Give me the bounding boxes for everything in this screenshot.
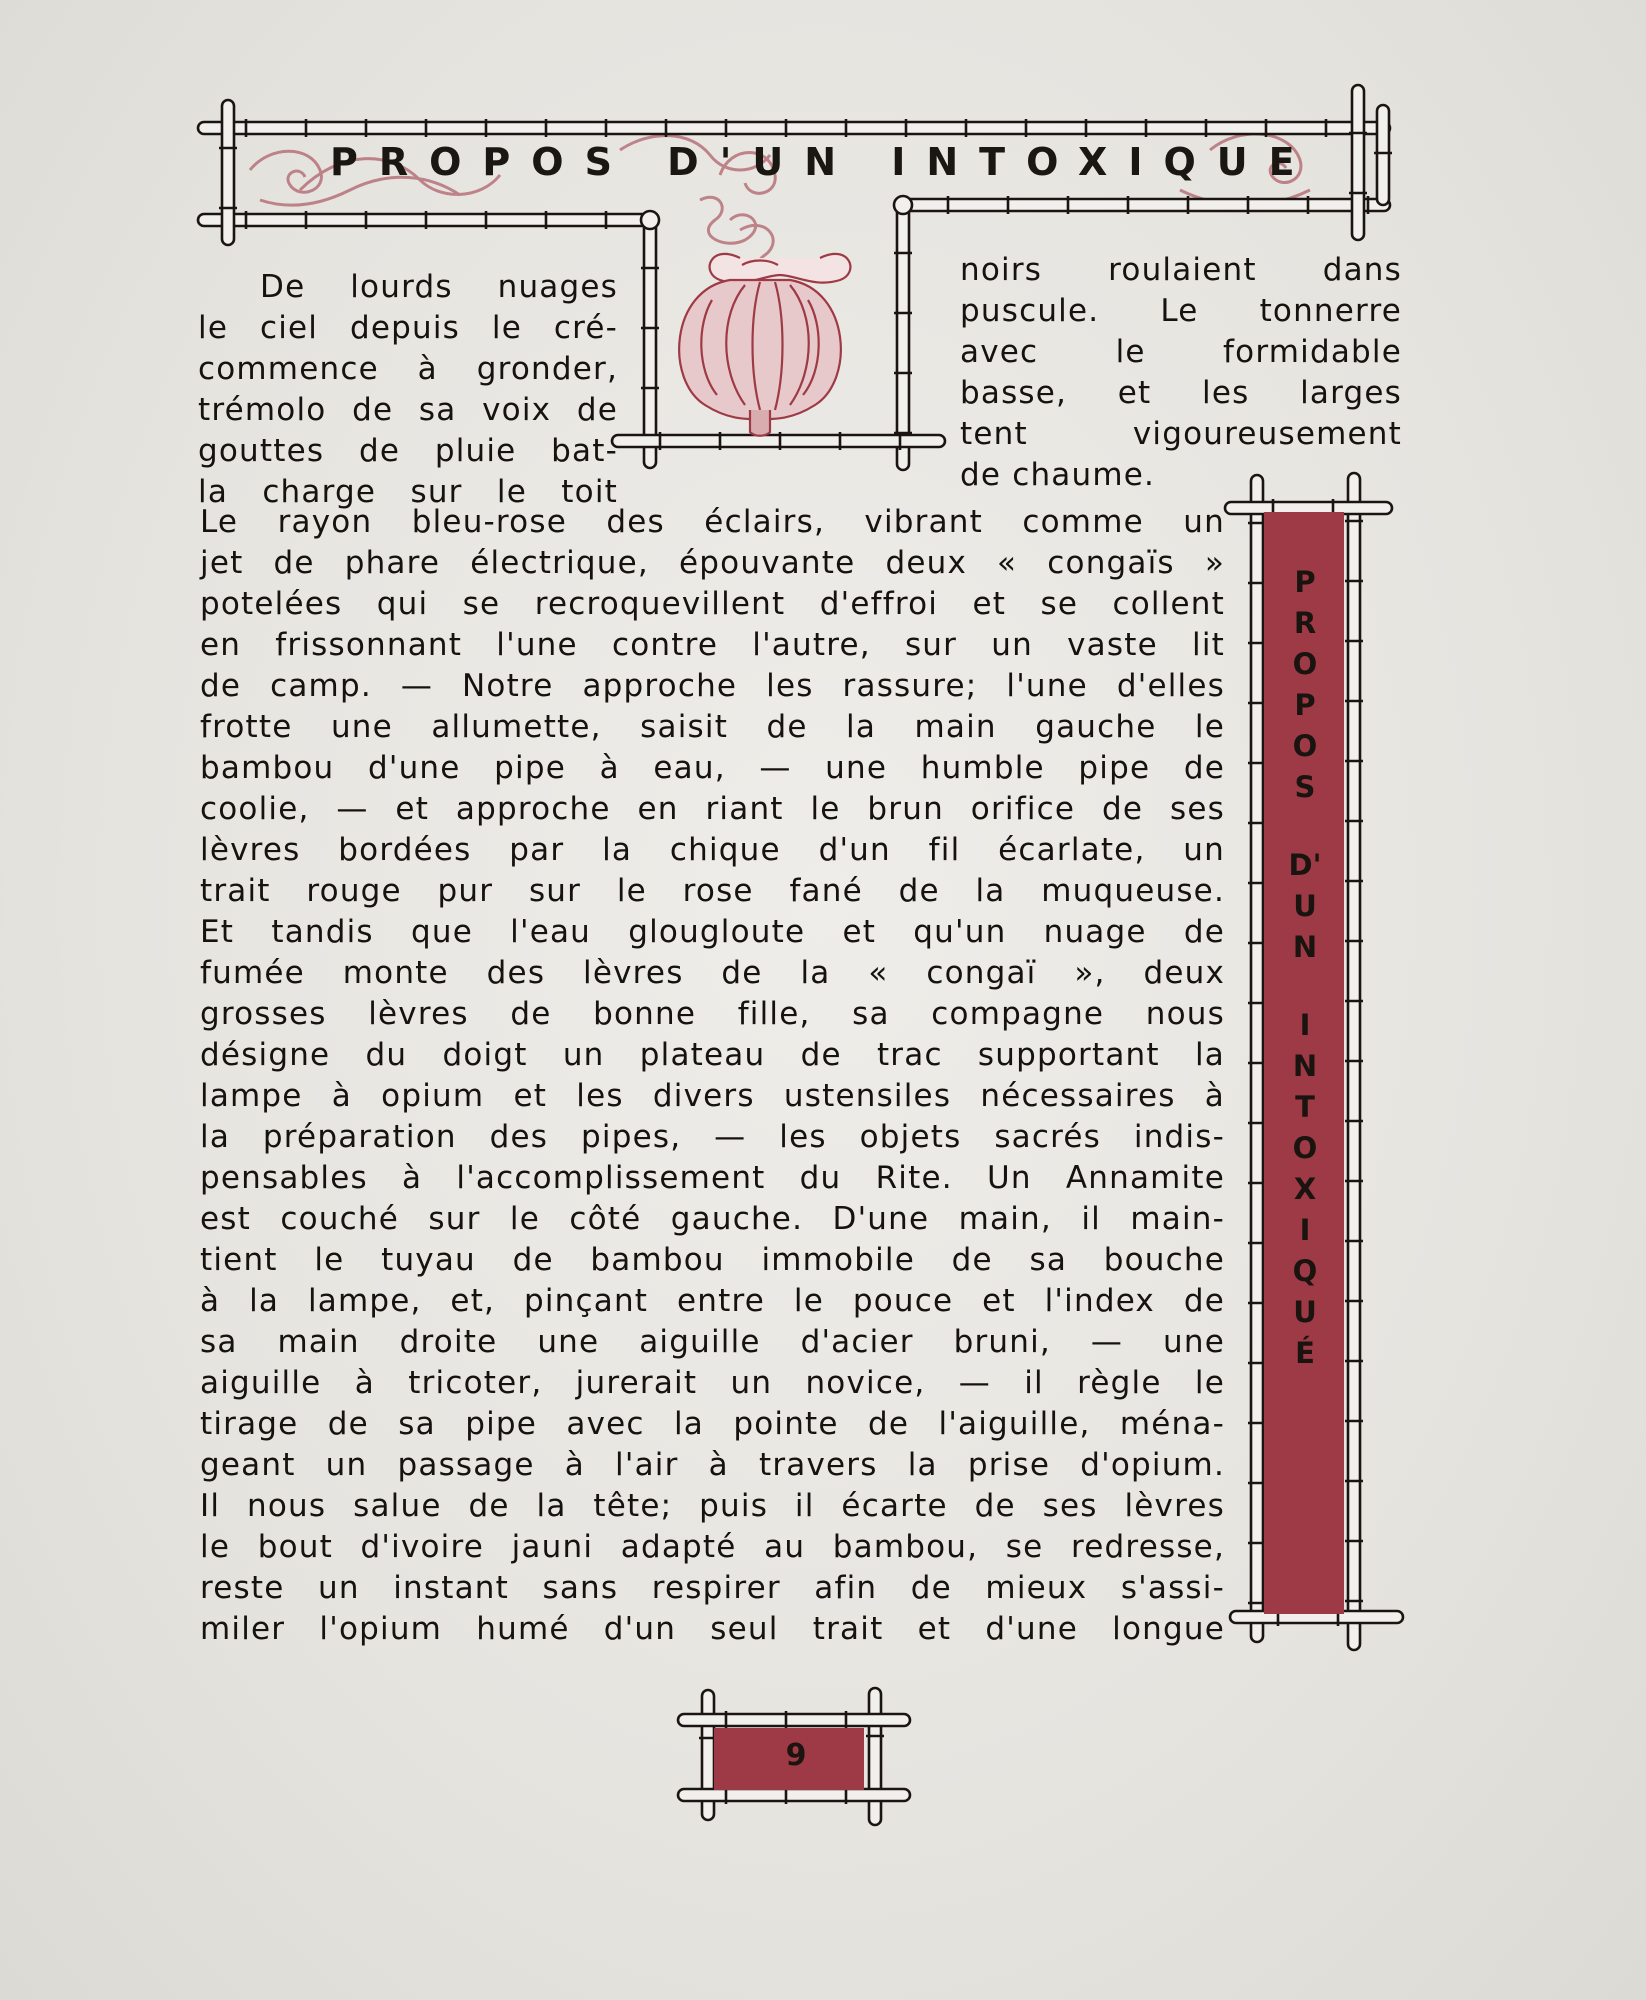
bamboo-pole [678,1714,910,1726]
banner-letter: T [1295,1090,1315,1124]
text-line: tent vigoureusement [960,416,1402,452]
text-line: le ciel depuis le cré- [198,310,618,346]
text-line: en frissonnant l'une contre l'autre, sur un vaste lit [200,627,1225,663]
banner-letter: O [1292,1131,1318,1165]
text-line: potelées qui se recroquevillent d'effroi et se collent [200,586,1225,622]
banner-letter: O [1292,729,1318,763]
text-line: de camp. — Notre approche les rassure; l'une d'elles [200,668,1225,704]
text-column-right [960,250,1402,496]
banner-letter: O [1292,647,1318,681]
banner-letter: U [1293,1295,1317,1329]
text-line: désigne du doigt un plateau de trac supportant la [200,1037,1225,1073]
banner-letter [1265,968,1345,1005]
text-line: sa main droite une aiguille d'acier bruni, — une [200,1324,1225,1360]
text-line: fumée monte des lèvres de la « congaï », deux [200,955,1225,991]
text-line: tirage de sa pipe avec la pointe de l'aiguille, ména- [200,1406,1225,1442]
text-column-left [198,267,618,513]
text-line: miler l'opium humé d'un seul trait et d'une longue [200,1611,1225,1647]
banner-letter: P [1294,565,1316,599]
banner-letter: D' [1288,848,1322,882]
text-line: Le rayon bleu-rose des éclairs, vibrant comme un [200,504,1225,540]
text-line: à la lampe, et, pinçant entre le pouce et l'index de [200,1283,1225,1319]
text-line: coolie, — et approche en riant le brun orifice de ses [200,791,1225,827]
bamboo-pole [869,1688,881,1825]
text-line: bambou d'une pipe à eau, — une humble pipe de [200,750,1225,786]
banner-letter: N [1292,1049,1318,1083]
text-line: lèvres bordées par la chique d'un fil écarlate, un [200,832,1225,868]
text-line: De lourds nuages [260,269,618,305]
bamboo-pole [198,214,650,226]
banner-letter: U [1293,889,1317,923]
banner-letter: I [1299,1008,1311,1042]
text-line: trémolo de sa voix de [198,392,618,428]
text-line: le bout d'ivoire jauni adapté au bambou, se redresse, [200,1529,1225,1565]
opium-jar-illustration [679,254,850,436]
text-line: de chaume. [960,457,1156,493]
banner-letter: P [1294,688,1316,722]
text-line: est couché sur le côté gauche. D'une main, il main- [200,1201,1225,1237]
text-line: noirs roulaient dans [960,252,1402,288]
text-line: grosses lèvres de bonne fille, sa compagne nous [200,996,1225,1032]
text-line: commence à gronder, [198,351,618,387]
text-line: avec le formidable [960,334,1402,370]
text-line: tient le tuyau de bambou immobile de sa bouche [200,1242,1225,1278]
text-line: puscule. Le tonnerre [960,293,1402,329]
text-line: jet de phare électrique, épouvante deux « congaïs » [200,545,1225,581]
bamboo-pole [222,100,234,245]
bamboo-pole [897,205,909,470]
banner-letter: É [1295,1336,1315,1370]
banner-letter: I [1299,1213,1311,1247]
banner-letter: N [1292,930,1318,964]
text-line: la charge sur le toit [198,474,618,510]
bamboo-pole [900,199,1390,211]
banner-letter: R [1293,606,1317,640]
bamboo-pole [644,220,656,468]
text-line: gouttes de pluie bat- [198,433,618,469]
text-line: frotte une allumette, saisit de la main gauche le [200,709,1225,745]
bamboo-pole [678,1789,910,1801]
bamboo-joint [894,196,912,214]
page-number: 9 [785,1738,807,1773]
text-line: lampe à opium et les divers ustensiles nécessaires à [200,1078,1225,1114]
side-banner-title [1265,562,1345,1374]
text-line: reste un instant sans respirer afin de mieux s'assi- [200,1570,1225,1606]
page-header-title: PROPOS D'UN INTOXIQUE [330,140,1316,184]
bamboo-pole [1352,85,1364,240]
text-line: aiguille à tricoter, jurerait un novice, — il règle le [200,1365,1225,1401]
text-line: basse, et les larges [960,375,1402,411]
bamboo-pole [1251,475,1263,1642]
banner-letter: Q [1292,1254,1318,1288]
text-line: Et tandis que l'eau glougloute et qu'un nuage de [200,914,1225,950]
bamboo-pole [198,122,1390,134]
text-line: la préparation des pipes, — les objets sacrés indis- [200,1119,1225,1155]
bamboo-pole [612,435,945,447]
banner-letter: X [1293,1172,1317,1206]
banner-letter: S [1294,770,1316,804]
bamboo-joint [641,211,659,229]
text-line: pensables à l'accomplissement du Rite. Un Annamite [200,1160,1225,1196]
body-text [200,502,1225,1650]
bamboo-pole [1377,105,1389,205]
text-line: geant un passage à l'air à travers la prise d'opium. [200,1447,1225,1483]
banner-letter [1265,808,1345,845]
text-line: trait rouge pur sur le rose fané de la muqueuse. [200,873,1225,909]
text-line: Il nous salue de la tête; puis il écarte de ses lèvres [200,1488,1225,1524]
